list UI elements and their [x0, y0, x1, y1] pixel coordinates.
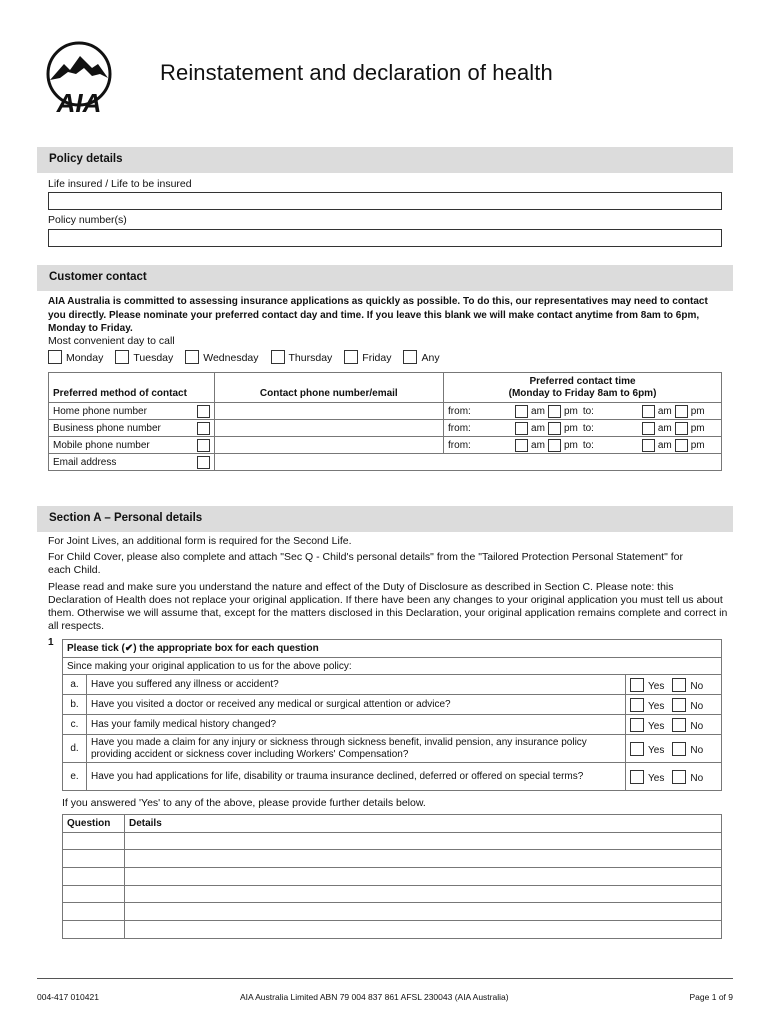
- yes-label: Yes: [648, 720, 665, 732]
- contact-table: [48, 372, 722, 471]
- method-checkbox-mobile[interactable]: [197, 439, 210, 452]
- col-method: Preferred method of contact: [49, 373, 215, 403]
- question-cell[interactable]: [63, 903, 125, 921]
- question-cell[interactable]: [63, 921, 125, 939]
- details-cell[interactable]: [124, 903, 721, 921]
- no-checkbox-b[interactable]: [672, 698, 686, 712]
- day-label-any: Any: [421, 352, 440, 364]
- day-options: [48, 350, 440, 364]
- policy-details-heading: Policy details: [37, 147, 733, 173]
- question-table: [62, 639, 722, 791]
- day-label-monday: Monday: [66, 352, 104, 364]
- aia-logo: [40, 38, 118, 118]
- details-row: [63, 903, 722, 921]
- day-label-tuesday: Tuesday: [133, 352, 174, 364]
- to-label: to:: [582, 439, 594, 451]
- yes-checkbox-c[interactable]: [630, 718, 644, 732]
- yes-label: Yes: [648, 680, 665, 692]
- method-label: Business phone number: [53, 422, 161, 434]
- page-title: Reinstatement and declaration of health: [160, 60, 553, 85]
- no-checkbox-c[interactable]: [672, 718, 686, 732]
- method-checkbox-home[interactable]: [197, 405, 210, 418]
- no-label: No: [690, 744, 704, 756]
- to-label: to:: [582, 405, 594, 417]
- day-checkbox-thursday[interactable]: [271, 350, 285, 364]
- yes-checkbox-e[interactable]: [630, 770, 644, 784]
- day-checkbox-monday[interactable]: [48, 350, 62, 364]
- no-label: No: [690, 700, 704, 712]
- col-time: [444, 373, 722, 403]
- method-checkbox-email[interactable]: [197, 456, 210, 469]
- pm-label: pm: [563, 405, 578, 417]
- contact-row-mobile: [49, 437, 722, 454]
- phone-input-home[interactable]: [214, 403, 443, 420]
- section-a-p3: Please read and make sure you understand the nature and effect of the Duty of Disclosure as described in Section C. Please note: this Declaration of Health does not replace your original application. If there have been any changes to your original application you must tell us about them. Otherwise we will assume that, except for the matters disclosed in this Declaration, your original application remains complete and correct in all respects.: [48, 581, 728, 632]
- details-table: [62, 814, 722, 939]
- details-row: [63, 832, 722, 850]
- section-a-p2: For Child Cover, please also complete and attach "Sec Q - Child's personal details" from the "Tailored Protection Personal Statement" for each Child.: [48, 551, 683, 576]
- question-cell[interactable]: [63, 850, 125, 868]
- q-heading: Please tick (✔) the appropriate box for each question: [63, 640, 722, 658]
- pm-label: pm: [563, 422, 578, 434]
- q-letter: e.: [63, 763, 87, 791]
- logo-text: AIA: [56, 88, 102, 118]
- question-cell[interactable]: [63, 832, 125, 850]
- details-row: [63, 850, 722, 868]
- pm-label: pm: [690, 422, 705, 434]
- day-checkbox-wednesday[interactable]: [185, 350, 199, 364]
- day-label-wednesday: Wednesday: [203, 352, 259, 364]
- from-am-checkbox[interactable]: [515, 422, 528, 435]
- am-label: am: [657, 405, 672, 417]
- q-text: Have you suffered any illness or accident?: [86, 675, 625, 695]
- email-input[interactable]: [214, 454, 721, 471]
- no-label: No: [690, 720, 704, 732]
- method-checkbox-business[interactable]: [197, 422, 210, 435]
- details-row: [63, 921, 722, 939]
- day-label-friday: Friday: [362, 352, 392, 364]
- from-label: from:: [448, 405, 471, 417]
- to-label: to:: [582, 422, 594, 434]
- question-row-d: [63, 735, 722, 763]
- q-text: Have you had applications for life, disability or trauma insurance declined, deferred or offered on special terms?: [86, 763, 625, 791]
- contact-row-home: [49, 403, 722, 420]
- contact-row-business: [49, 420, 722, 437]
- yes-checkbox-b[interactable]: [630, 698, 644, 712]
- life-insured-field[interactable]: [48, 192, 722, 210]
- contact-intro: AIA Australia is committed to assessing insurance applications as quickly as possible. To do this, our representatives may need to contact you directly. Please nominate your preferred contact day and time. If you leave this blank we will make contact anytime from 8am to 6pm, Monday to Friday.: [48, 296, 708, 334]
- no-label: No: [690, 680, 704, 692]
- am-label: am: [657, 439, 672, 451]
- customer-contact-heading: Customer contact: [37, 265, 733, 291]
- policy-number-field[interactable]: [48, 229, 722, 247]
- to-pm-checkbox[interactable]: [675, 439, 688, 452]
- from-pm-checkbox[interactable]: [548, 405, 561, 418]
- question-cell[interactable]: [63, 868, 125, 886]
- question-row-b: [63, 695, 722, 715]
- question-cell[interactable]: [63, 885, 125, 903]
- method-label: Home phone number: [53, 405, 147, 417]
- footer-page: Page 1 of 9: [689, 992, 733, 1002]
- day-checkbox-any[interactable]: [403, 350, 417, 364]
- footer-divider: [37, 978, 733, 979]
- no-checkbox-e[interactable]: [672, 770, 686, 784]
- col-phone: Contact phone number/email: [214, 373, 443, 403]
- pm-label: pm: [690, 405, 705, 417]
- from-am-checkbox[interactable]: [515, 405, 528, 418]
- details-cell[interactable]: [124, 885, 721, 903]
- question-row-c: [63, 715, 722, 735]
- day-label-thursday: Thursday: [288, 352, 333, 364]
- am-label: am: [531, 439, 545, 451]
- yes-checkbox-a[interactable]: [630, 678, 644, 692]
- contact-row-email: [49, 454, 722, 471]
- details-cell[interactable]: [124, 850, 721, 868]
- q-sub: Since making your original application to us for the above policy:: [63, 658, 722, 675]
- policy-number-label: Policy number(s): [48, 214, 127, 226]
- col-question: Question: [63, 815, 125, 833]
- am-label: am: [531, 405, 545, 417]
- yes-checkbox-d[interactable]: [630, 742, 644, 756]
- details-cell[interactable]: [124, 832, 721, 850]
- question-row-a: [63, 675, 722, 695]
- q-letter: c.: [63, 715, 87, 735]
- from-pm-checkbox[interactable]: [548, 422, 561, 435]
- no-label: No: [690, 772, 704, 784]
- q-text: Have you visited a doctor or received any medical or surgical attention or advice?: [86, 695, 625, 715]
- details-row: [63, 868, 722, 886]
- details-row: [63, 885, 722, 903]
- phone-input-business[interactable]: [214, 420, 443, 437]
- q-letter: a.: [63, 675, 87, 695]
- method-label: Email address: [53, 456, 117, 468]
- details-intro: If you answered 'Yes' to any of the above, please provide further details below.: [62, 797, 426, 809]
- day-checkbox-friday[interactable]: [344, 350, 358, 364]
- to-am-checkbox[interactable]: [642, 439, 655, 452]
- from-pm-checkbox[interactable]: [548, 439, 561, 452]
- day-checkbox-tuesday[interactable]: [115, 350, 129, 364]
- phone-input-mobile[interactable]: [214, 437, 443, 454]
- yes-label: Yes: [648, 772, 665, 784]
- section-a-heading: Section A – Personal details: [37, 506, 733, 532]
- details-cell[interactable]: [124, 921, 721, 939]
- footer-company: AIA Australia Limited ABN 79 004 837 861 AFSL 230043 (AIA Australia): [240, 992, 509, 1002]
- question-row-e: [63, 763, 722, 791]
- am-label: am: [531, 422, 545, 434]
- no-checkbox-a[interactable]: [672, 678, 686, 692]
- to-pm-checkbox[interactable]: [675, 405, 688, 418]
- no-checkbox-d[interactable]: [672, 742, 686, 756]
- am-label: am: [657, 422, 672, 434]
- from-am-checkbox[interactable]: [515, 439, 528, 452]
- from-label: from:: [448, 422, 471, 434]
- method-label: Mobile phone number: [53, 439, 150, 451]
- col-time-line1: Preferred contact time: [529, 375, 636, 387]
- yes-label: Yes: [648, 700, 665, 712]
- pm-label: pm: [563, 439, 578, 451]
- life-insured-label: Life insured / Life to be insured: [48, 178, 192, 190]
- details-cell[interactable]: [124, 868, 721, 886]
- pm-label: pm: [690, 439, 705, 451]
- section-a-p1: For Joint Lives, an additional form is required for the Second Life.: [48, 535, 352, 547]
- q-text: Have you made a claim for any injury or sickness through sickness benefit, invalid pension, any insurance policy providing accident or sickness cover including Workers' Compensation?: [86, 735, 625, 763]
- question-number: 1: [48, 637, 54, 648]
- to-pm-checkbox[interactable]: [675, 422, 688, 435]
- from-label: from:: [448, 439, 471, 451]
- col-details: Details: [124, 815, 721, 833]
- day-label: Most convenient day to call: [48, 335, 175, 347]
- q-text: Has your family medical history changed?: [86, 715, 625, 735]
- footer-code: 004-417 010421: [37, 992, 99, 1002]
- to-am-checkbox[interactable]: [642, 405, 655, 418]
- q-letter: b.: [63, 695, 87, 715]
- yes-label: Yes: [648, 744, 665, 756]
- q-letter: d.: [63, 735, 87, 763]
- col-time-line2: (Monday to Friday 8am to 6pm): [508, 387, 657, 399]
- to-am-checkbox[interactable]: [642, 422, 655, 435]
